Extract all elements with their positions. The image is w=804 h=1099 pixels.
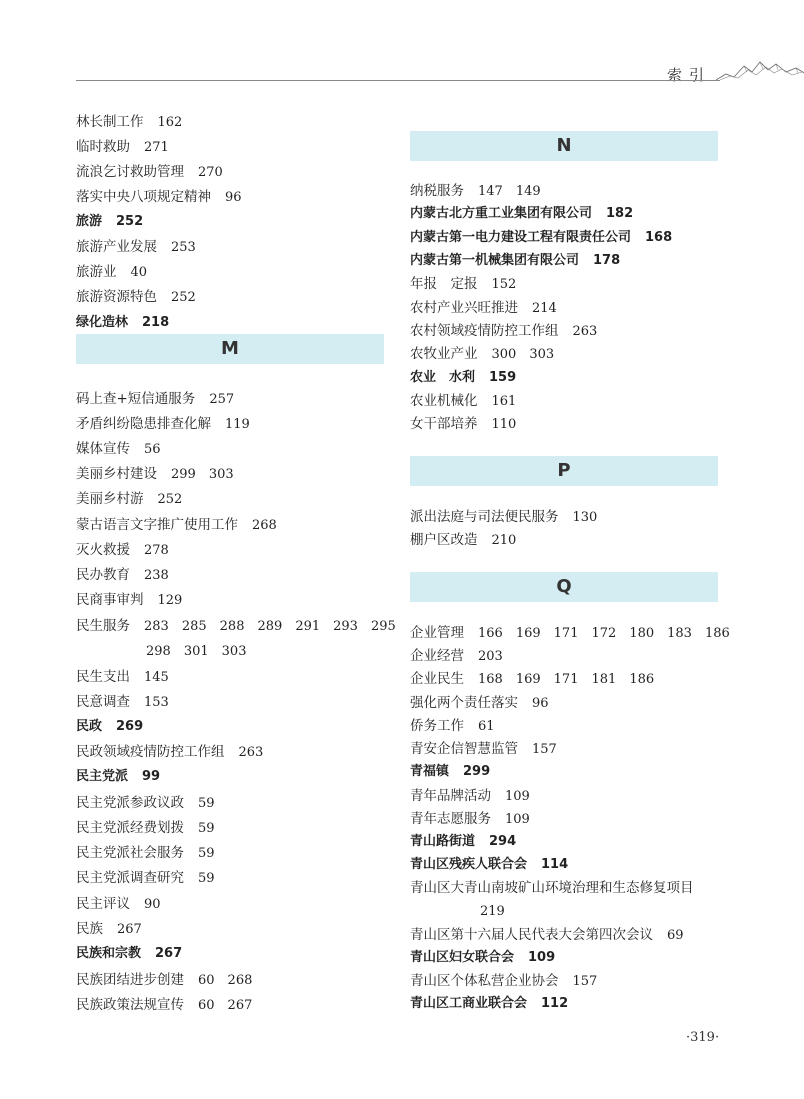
index-pages xyxy=(225,417,263,432)
page-ref: 109 xyxy=(528,950,556,965)
index-entry xyxy=(410,762,503,782)
index-entry xyxy=(410,669,667,690)
page-ref: 298 xyxy=(146,644,171,659)
page-ref: 172 xyxy=(591,626,617,641)
page-ref: 214 xyxy=(532,301,557,316)
index-pages xyxy=(239,745,277,760)
page-ref: 99 xyxy=(142,769,161,784)
index-pages xyxy=(478,672,667,687)
index-entry xyxy=(76,995,265,1016)
index-term: 青山区残疾人联合会 xyxy=(410,857,528,872)
index-entry xyxy=(76,287,209,308)
page-ref: 252 xyxy=(116,214,144,229)
index-pages xyxy=(541,996,581,1011)
index-entry xyxy=(410,344,567,365)
index-pages xyxy=(532,742,570,757)
index-pages xyxy=(131,265,161,280)
index-entry xyxy=(410,832,529,852)
page-ref: 285 xyxy=(181,619,207,634)
index-pages xyxy=(573,324,611,339)
index-term: 民族政策法规宣传 xyxy=(76,997,184,1013)
page-ref: 210 xyxy=(491,533,517,548)
index-pages xyxy=(489,370,529,385)
index-pages xyxy=(225,190,255,205)
index-term: 流浪乞讨救助管理 xyxy=(76,164,184,180)
page-ref: 161 xyxy=(491,394,517,409)
index-pages xyxy=(144,897,174,912)
index-pages xyxy=(144,543,182,558)
page-ref: 110 xyxy=(491,417,517,432)
section-letter-n: N xyxy=(410,131,718,161)
index-pages xyxy=(142,315,182,330)
index-entry xyxy=(410,739,570,760)
index-entry xyxy=(76,717,156,737)
page-ref: 152 xyxy=(491,277,517,292)
index-term: 农业机械化 xyxy=(410,393,478,409)
index-entry xyxy=(76,540,182,561)
page-ref: 271 xyxy=(144,140,169,155)
index-term: 绿化造林 xyxy=(76,315,129,330)
page-ref: 295 xyxy=(370,619,396,634)
index-entry xyxy=(76,590,195,611)
page-ref: 203 xyxy=(478,649,503,664)
page-ref: 59 xyxy=(198,846,215,861)
index-term: 企业民生 xyxy=(410,671,464,687)
index-entry xyxy=(410,228,685,248)
page-ref: 303 xyxy=(529,347,555,362)
index-pages xyxy=(478,719,508,734)
page-ref: 159 xyxy=(489,370,517,385)
index-term: 青山区工商业联合会 xyxy=(410,996,528,1011)
page-ref: 180 xyxy=(629,626,655,641)
index-pages xyxy=(492,417,530,432)
index-pages xyxy=(478,649,516,664)
index-term: 旅游资源特色 xyxy=(76,289,157,305)
index-entry xyxy=(76,137,182,158)
index-entry xyxy=(410,855,581,875)
index-term: 民主党派调查研究 xyxy=(76,870,184,886)
index-term: 旅游产业发展 xyxy=(76,239,157,255)
index-term: 内蒙古北方重工业集团有限公司 xyxy=(410,206,593,221)
index-pages xyxy=(489,834,529,849)
section-letter-m: M xyxy=(76,334,384,364)
index-pages xyxy=(144,442,174,457)
index-entry xyxy=(410,368,529,388)
page-ref: 96 xyxy=(532,696,549,711)
index-term: 纳税服务 xyxy=(410,183,464,199)
index-term: 农村产业兴旺推进 xyxy=(410,300,518,316)
index-entry xyxy=(76,565,182,586)
index-entry xyxy=(76,616,409,637)
index-term: 旅游 xyxy=(76,214,103,229)
index-pages xyxy=(209,392,247,407)
index-entry xyxy=(76,212,156,232)
page-ref: 263 xyxy=(572,324,598,339)
page-ref: 59 xyxy=(198,871,215,886)
index-entry xyxy=(76,894,174,915)
index-pages xyxy=(528,950,568,965)
page-ref: 149 xyxy=(515,184,541,199)
index-pages xyxy=(198,973,265,988)
index-entry xyxy=(410,298,570,319)
index-entry xyxy=(76,793,228,814)
index-pages xyxy=(541,857,581,872)
page-ref: 59 xyxy=(198,821,215,836)
index-pages xyxy=(492,394,530,409)
index-entry xyxy=(410,693,562,714)
index-entry xyxy=(76,313,182,333)
index-entry xyxy=(410,251,633,271)
index-entry xyxy=(76,767,173,787)
header-title: 索引 xyxy=(667,66,712,84)
page-ref: 60 xyxy=(198,973,215,988)
index-term: 矛盾纠纷隐患排查化解 xyxy=(76,416,211,432)
page-ref: 178 xyxy=(593,253,621,268)
page-ref: 253 xyxy=(171,240,196,255)
index-pages xyxy=(144,140,182,155)
index-entry xyxy=(410,204,646,224)
page-ref: 186 xyxy=(629,672,655,687)
page-ref: 69 xyxy=(667,928,684,943)
page-ref: 294 xyxy=(489,834,517,849)
page-ref: 168 xyxy=(478,672,503,687)
index-term: 民主党派社会服务 xyxy=(76,845,184,861)
page-ref: 166 xyxy=(478,626,503,641)
index-term: 民政领域疫情防控工作组 xyxy=(76,744,225,760)
page-ref: 162 xyxy=(157,115,183,130)
index-term: 旅游业 xyxy=(76,264,117,280)
page-ref: 169 xyxy=(515,672,541,687)
index-term: 民主党派经费划拨 xyxy=(76,820,184,836)
index-term: 民族和宗教 xyxy=(76,946,142,961)
index-entry xyxy=(76,944,195,964)
page-ref: 129 xyxy=(157,593,183,608)
page-ref: 299 xyxy=(463,764,491,779)
index-pages xyxy=(667,928,697,943)
index-pages xyxy=(645,230,685,245)
index-pages xyxy=(492,277,530,292)
page-ref: 291 xyxy=(295,619,321,634)
index-pages xyxy=(198,796,228,811)
index-entry xyxy=(410,878,694,898)
index-term: 青山区大青山南坡矿山环境治理和生态修复项目 xyxy=(410,880,694,896)
index-term: 媒体宣传 xyxy=(76,441,130,457)
index-pages xyxy=(117,922,155,937)
index-entry xyxy=(410,716,508,737)
index-term: 青福镇 xyxy=(410,764,450,779)
index-pages xyxy=(198,165,236,180)
page-ref: 270 xyxy=(198,165,223,180)
index-pages xyxy=(573,974,611,989)
page-ref: 218 xyxy=(142,315,170,330)
index-entry xyxy=(76,919,155,940)
index-term: 内蒙古第一电力建设工程有限责任公司 xyxy=(410,230,632,245)
page-ref: 157 xyxy=(572,974,598,989)
index-entry xyxy=(410,623,743,644)
index-term: 民主评议 xyxy=(76,896,130,912)
index-entry xyxy=(410,530,529,551)
page-ref: 300 xyxy=(491,347,517,362)
index-pages xyxy=(144,619,409,634)
index-term: 民意调查 xyxy=(76,694,130,710)
page-ref: 119 xyxy=(225,417,250,432)
page-ref: 252 xyxy=(171,290,196,305)
index-term: 民主党派参政议政 xyxy=(76,795,184,811)
page-ref: 267 xyxy=(227,998,253,1013)
index-term: 女干部培养 xyxy=(410,416,478,432)
page-ref: 269 xyxy=(116,719,144,734)
page-ref: 169 xyxy=(515,626,541,641)
index-term: 民族团结进步创建 xyxy=(76,972,184,988)
section-letter-q: Q xyxy=(410,572,718,602)
index-term: 蒙古语言文字推广使用工作 xyxy=(76,517,238,533)
page-ref: 181 xyxy=(591,672,617,687)
index-entry xyxy=(76,667,182,688)
index-term: 民生支出 xyxy=(76,669,130,685)
index-term: 企业管理 xyxy=(410,625,464,641)
index-term: 美丽乡村建设 xyxy=(76,466,157,482)
index-entry xyxy=(76,162,236,183)
index-entry xyxy=(410,391,529,412)
index-pages xyxy=(573,510,611,525)
index-entry xyxy=(76,237,209,258)
index-term: 棚户区改造 xyxy=(410,532,478,548)
page-ref: 56 xyxy=(144,442,161,457)
page-ref: 267 xyxy=(117,922,142,937)
index-pages xyxy=(593,253,633,268)
index-pages xyxy=(198,821,228,836)
page-ref: 268 xyxy=(252,518,277,533)
index-entry xyxy=(410,321,610,342)
index-entry xyxy=(76,515,290,536)
index-entry xyxy=(76,262,160,283)
index-entry xyxy=(410,274,529,295)
index-term: 美丽乡村游 xyxy=(76,491,144,507)
index-term: 派出法庭与司法便民服务 xyxy=(410,509,559,525)
page-ref: 109 xyxy=(505,789,530,804)
index-pages xyxy=(155,946,195,961)
index-entry xyxy=(410,925,697,946)
page-ref: 299 xyxy=(171,467,196,482)
index-pages xyxy=(116,214,156,229)
index-pages xyxy=(198,871,228,886)
index-entry xyxy=(76,818,228,839)
index-term: 农牧业产业 xyxy=(410,346,478,362)
index-term: 民生服务 xyxy=(76,618,130,634)
page-ref: 147 xyxy=(478,184,503,199)
index-term: 年报 定报 xyxy=(410,276,478,292)
index-term: 民族 xyxy=(76,921,103,937)
index-term: 青年品牌活动 xyxy=(410,788,491,804)
index-entry xyxy=(76,868,228,889)
index-entry xyxy=(76,742,276,763)
index-term: 民政 xyxy=(76,719,103,734)
index-pages xyxy=(142,769,173,784)
page-ref: 130 xyxy=(572,510,598,525)
index-term: 青山路街道 xyxy=(410,834,476,849)
index-term: 强化两个责任落实 xyxy=(410,695,518,711)
page-ref: 263 xyxy=(238,745,264,760)
page-ref: 268 xyxy=(227,973,253,988)
index-pages xyxy=(171,467,247,482)
page-ref: 171 xyxy=(553,672,579,687)
index-term: 青山区个体私营企业协会 xyxy=(410,973,559,989)
index-term: 民办教育 xyxy=(76,567,130,583)
index-pages xyxy=(171,290,209,305)
index-entry xyxy=(410,507,610,528)
page-ref: 252 xyxy=(157,492,183,507)
page-ref: 289 xyxy=(257,619,283,634)
index-term: 临时救助 xyxy=(76,139,130,155)
page-ref: 293 xyxy=(333,619,358,634)
index-pages xyxy=(198,846,228,861)
page-ref: 40 xyxy=(130,265,148,280)
page-ref: 303 xyxy=(221,644,247,659)
index-pages xyxy=(505,789,543,804)
page-ref: 153 xyxy=(144,695,169,710)
index-entry xyxy=(410,809,543,830)
index-entry xyxy=(76,489,195,510)
mountain-decoration-icon xyxy=(716,50,804,86)
page-ref: 145 xyxy=(144,670,169,685)
index-pages xyxy=(171,240,209,255)
index-entry xyxy=(410,181,554,202)
index-entry xyxy=(76,464,247,485)
page-ref: 183 xyxy=(667,626,692,641)
index-entry xyxy=(410,646,516,667)
index-entry xyxy=(410,994,581,1014)
index-entry xyxy=(410,971,610,992)
index-pages xyxy=(478,626,743,641)
index-pages xyxy=(198,998,265,1013)
page-ref: 114 xyxy=(541,857,569,872)
page-number: ·319· xyxy=(686,1030,720,1045)
page-ref: 283 xyxy=(144,619,169,634)
page-ref: 109 xyxy=(505,812,530,827)
index-term: 民主党派 xyxy=(76,769,129,784)
page-ref: 171 xyxy=(553,626,579,641)
index-entry xyxy=(76,843,228,864)
index-term: 民商事审判 xyxy=(76,592,144,608)
index-pages xyxy=(463,764,503,779)
index-pages xyxy=(252,518,290,533)
index-term: 内蒙古第一机械集团有限公司 xyxy=(410,253,580,268)
index-pages xyxy=(480,904,518,919)
index-term: 码上查+短信通服务 xyxy=(76,391,196,407)
index-pages xyxy=(532,696,562,711)
index-term: 灭火救援 xyxy=(76,542,130,558)
page-ref: 112 xyxy=(541,996,569,1011)
index-entry xyxy=(76,187,255,208)
index-entry-continuation xyxy=(424,901,518,922)
index-entry xyxy=(76,112,195,133)
page-ref: 186 xyxy=(704,626,730,641)
index-term: 农村领域疫情防控工作组 xyxy=(410,323,559,339)
header-rule xyxy=(76,80,720,81)
page-ref: 182 xyxy=(606,206,634,221)
index-entry xyxy=(76,970,265,991)
index-term: 青安企信智慧监管 xyxy=(410,741,518,757)
index-entry xyxy=(76,414,263,435)
page-ref: 96 xyxy=(225,190,242,205)
page-ref: 301 xyxy=(183,644,209,659)
index-pages xyxy=(158,115,196,130)
page-ref: 61 xyxy=(478,719,495,734)
index-term: 青山区第十六届人民代表大会第四次会议 xyxy=(410,927,653,943)
index-entry xyxy=(76,389,247,410)
index-pages xyxy=(158,492,196,507)
page-ref: 288 xyxy=(219,619,245,634)
index-term: 青山区妇女联合会 xyxy=(410,950,515,965)
page-ref: 60 xyxy=(198,998,215,1013)
page-ref: 90 xyxy=(144,897,161,912)
index-pages xyxy=(144,568,182,583)
index-pages xyxy=(116,719,156,734)
index-pages xyxy=(532,301,570,316)
index-pages xyxy=(492,347,568,362)
index-term: 落实中央八项规定精神 xyxy=(76,189,211,205)
index-pages xyxy=(505,812,543,827)
page-ref: 168 xyxy=(645,230,673,245)
index-pages xyxy=(606,206,646,221)
page-ref: 303 xyxy=(208,467,234,482)
index-entry xyxy=(410,414,529,435)
index-term: 林长制工作 xyxy=(76,114,144,130)
index-entry-continuation xyxy=(90,641,259,662)
index-pages xyxy=(492,533,530,548)
index-entry xyxy=(410,786,543,807)
page-ref: 59 xyxy=(198,796,215,811)
index-term: 青年志愿服务 xyxy=(410,811,491,827)
index-entry xyxy=(410,948,568,968)
index-pages xyxy=(144,670,182,685)
index-pages xyxy=(158,593,196,608)
page-ref: 157 xyxy=(532,742,557,757)
index-pages xyxy=(146,644,259,659)
index-pages xyxy=(478,184,554,199)
index-pages xyxy=(144,695,182,710)
section-letter-p: P xyxy=(410,456,718,486)
page-ref: 257 xyxy=(209,392,235,407)
page-ref: 278 xyxy=(144,543,169,558)
index-term: 农业 水利 xyxy=(410,370,476,385)
index-entry xyxy=(76,692,182,713)
page-ref: 267 xyxy=(155,946,183,961)
index-term: 侨务工作 xyxy=(410,718,464,734)
page-ref: 238 xyxy=(144,568,169,583)
index-entry xyxy=(76,439,174,460)
page-ref: 219 xyxy=(480,904,505,919)
index-term: 企业经营 xyxy=(410,648,464,664)
